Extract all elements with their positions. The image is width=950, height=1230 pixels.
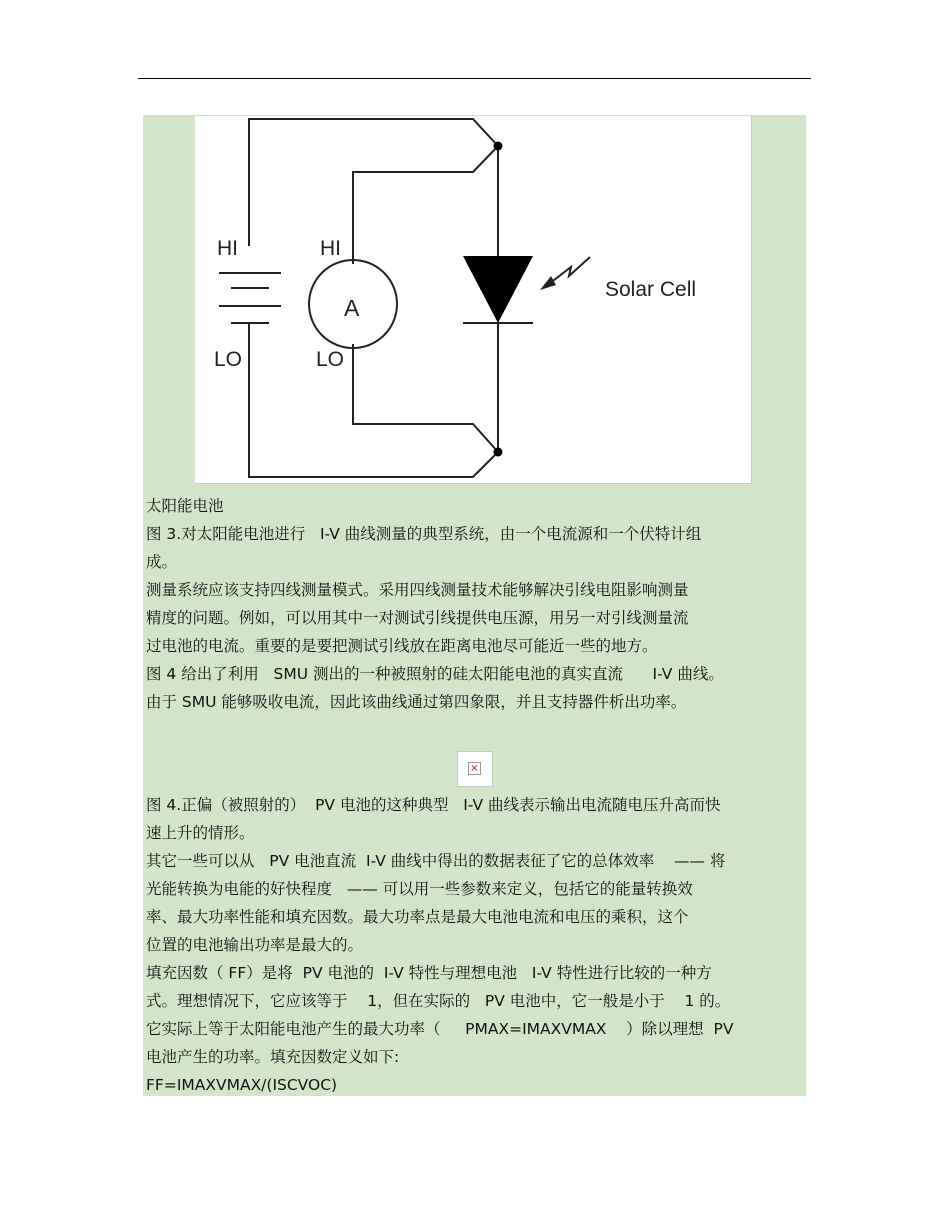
label-hi-source: HI bbox=[217, 237, 238, 260]
paragraph-1-line-3: 过电池的电流。重要的是要把测试引线放在距离电池尽可能近一些的地方。 bbox=[146, 637, 658, 655]
paragraph-2-line-1: 图 4 给出了利用 SMU 测出的一种被照射的硅太阳能电池的真实直流 I-V 曲线。 bbox=[146, 665, 724, 683]
label-hi-meter: HI bbox=[320, 237, 341, 260]
fig4-caption-line-1: 图 4.正偏（被照射的） PV 电池的这种典型 I-V 曲线表示输出电流随电压升高而快 bbox=[146, 796, 721, 814]
wire-bottom-inner bbox=[353, 344, 498, 452]
broken-image-x-icon: × bbox=[468, 762, 481, 775]
paragraph-1-line-1: 测量系统应该支持四线测量模式。采用四线测量技术能够解决引线电阻影响测量 bbox=[146, 581, 689, 599]
paragraph-4-line-4: 电池产生的功率。填充因数定义如下: bbox=[146, 1048, 400, 1066]
label-ammeter: A bbox=[344, 295, 360, 321]
light-arrowhead bbox=[540, 276, 556, 290]
paragraph-4-line-3: 它实际上等于太阳能电池产生的最大功率（ PMAX=IMAXVMAX ）除以理想 PV bbox=[146, 1020, 734, 1038]
label-solar-cell: Solar Cell bbox=[605, 278, 697, 301]
paragraph-4-line-1: 填充因数（ FF）是将 PV 电池的 I-V 特性与理想电池 I-V 特性进行比较的一种方 bbox=[146, 964, 712, 982]
paragraph-3-line-3: 率、最大功率性能和填充因数。最大功率点是最大电池电流和电压的乘积，这个 bbox=[146, 908, 689, 926]
spacer bbox=[146, 716, 796, 751]
fig3-caption-line-2: 成。 bbox=[146, 553, 178, 571]
fig3-caption-line-1: 图 3.对太阳能电池进行 I-V 曲线测量的典型系统，由一个电流源和一个伏特计组 bbox=[146, 525, 702, 543]
header-rule bbox=[138, 78, 811, 79]
node-bottom bbox=[494, 448, 503, 457]
label-lo-meter: LO bbox=[316, 348, 345, 371]
content-panel bbox=[143, 115, 806, 1096]
figure-label: 太阳能电池 bbox=[146, 497, 224, 515]
fill-factor-formula: FF=IMAXVMAX/(ISCVOC) bbox=[146, 1076, 338, 1094]
paragraph-3-line-2: 光能转换为电能的好快程度 —— 可以用一些参数来定义，包括它的能量转换效 bbox=[146, 880, 693, 898]
node-top bbox=[494, 142, 503, 151]
wire-top-inner bbox=[353, 146, 498, 264]
broken-image-icon bbox=[457, 751, 493, 787]
circuit-svg bbox=[195, 116, 751, 483]
four-wire-circuit-diagram bbox=[195, 116, 752, 484]
fig4-caption-line-2: 速上升的情形。 bbox=[146, 824, 255, 842]
paragraph-1-line-2: 精度的问题。例如，可以用其中一对测试引线提供电压源，用另一对引线测量流 bbox=[146, 609, 689, 627]
wire-top-outer bbox=[249, 119, 498, 246]
paragraph-4-line-2: 式。理想情况下，它应该等于 1，但在实际的 PV 电池中，它一般是小于 1 的。 bbox=[146, 992, 731, 1010]
paragraph-3-line-4: 位置的电池输出功率是最大的。 bbox=[146, 936, 364, 954]
diode-triangle bbox=[463, 256, 533, 323]
paragraph-2-line-2: 由于 SMU 能够吸收电流，因此该曲线通过第四象限，并且支持器件析出功率。 bbox=[146, 693, 687, 711]
paragraph-3-line-1: 其它一些可以从 PV 电池直流 I-V 曲线中得出的数据表征了它的总体效率 —— 将 bbox=[146, 852, 726, 870]
label-lo-source: LO bbox=[214, 348, 243, 371]
wire-bottom-outer bbox=[249, 323, 498, 477]
body-text bbox=[146, 492, 796, 1099]
